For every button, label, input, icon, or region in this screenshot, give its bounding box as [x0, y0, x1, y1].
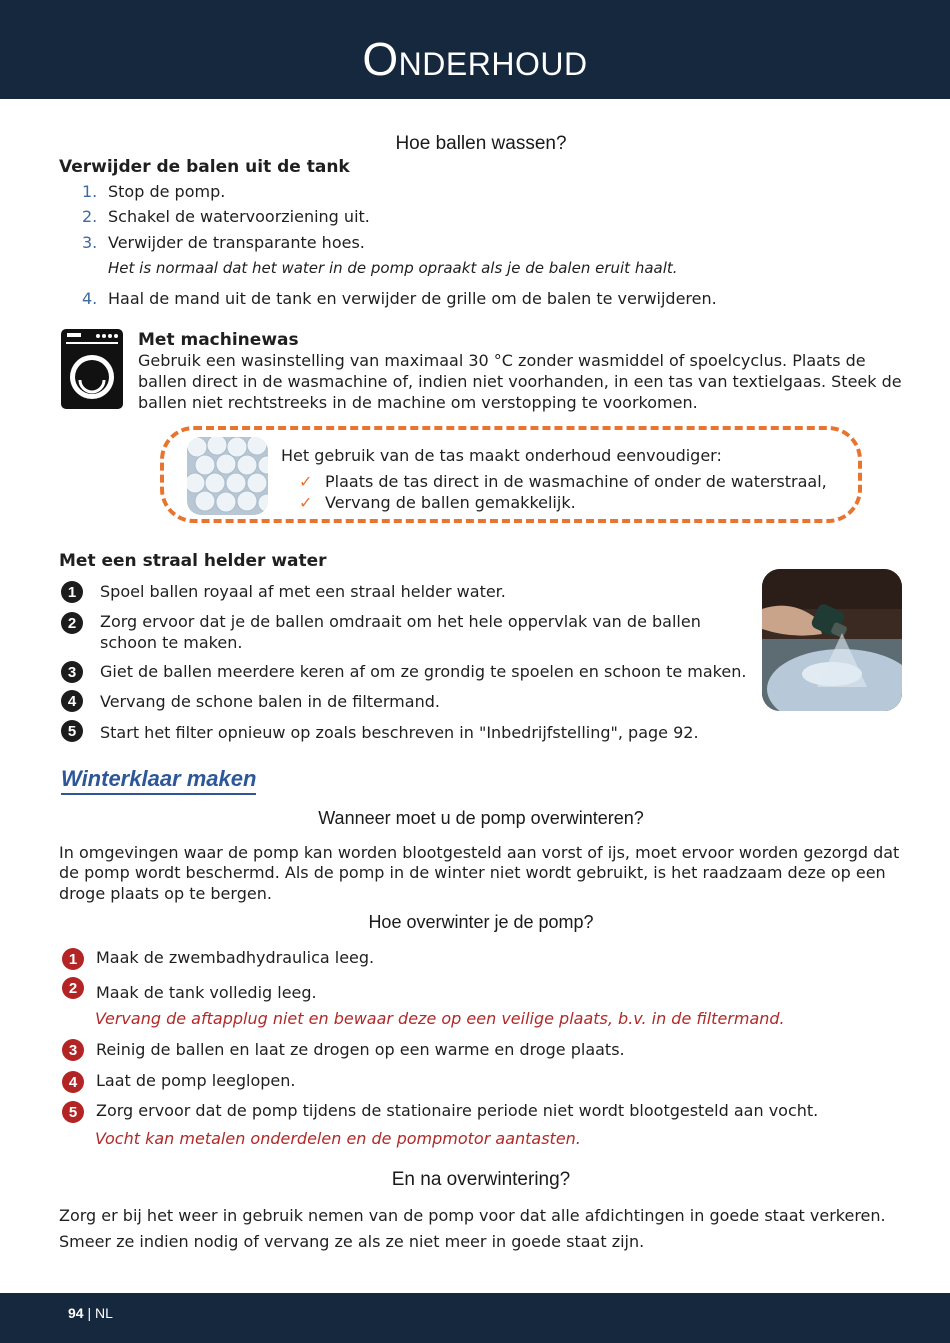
- step-note: Het is normaal dat het water in de pomp opraakt als je de balen eruit haalt.: [108, 259, 678, 277]
- winter-step: Zorg ervoor dat de pomp tijdens de stationaire periode niet wordt blootgesteld aan vocht.: [96, 1101, 819, 1120]
- step-number: 3: [61, 661, 83, 683]
- check-icon: ✓: [299, 493, 313, 512]
- rinse-step: Zorg ervoor dat je de ballen omdraait om het hele oppervlak van de ballen: [100, 612, 701, 631]
- when-text-line: de pomp wordt beschermd. Als de pomp in de winter niet wordt gebruikt, is het raadzaam deze op een: [59, 863, 886, 882]
- winter-note: Vervang de aftapplug niet en bewaar deze op een veilige plaats, b.v. in de filtermand.: [95, 1009, 785, 1028]
- when-heading: Wanneer moet u de pomp overwinteren?: [318, 808, 644, 828]
- winter-step: Reinig de ballen en laat ze drogen op een warme en droge plaats.: [96, 1040, 625, 1059]
- page-footer: [0, 1293, 950, 1343]
- rinse-photo: [762, 569, 902, 711]
- step-number: 4: [61, 690, 83, 712]
- step-number: 5: [61, 720, 83, 742]
- list-item: 1. Stop de pomp.: [82, 182, 226, 201]
- list-item: 4. Haal de mand uit de tank en verwijder de grille om de balen te verwijderen.: [82, 289, 717, 308]
- rinse-step: schoon te maken.: [100, 633, 243, 652]
- step-number: 1: [61, 581, 83, 603]
- section-title: Winterklaar maken: [61, 766, 256, 795]
- rinse-step: Spoel ballen royaal af met een straal helder water.: [100, 582, 506, 601]
- tip-intro: Het gebruik van de tas maakt onderhoud eenvoudiger:: [281, 446, 722, 465]
- list-item: 2. Schakel de watervoorziening uit.: [82, 207, 370, 226]
- step-number: 5: [62, 1101, 84, 1123]
- winter-step: Maak de tank volledig leeg.: [96, 983, 317, 1002]
- after-text-line: Smeer ze indien nodig of vervang ze als ze niet meer in goede staat zijn.: [59, 1232, 645, 1251]
- winter-step: Maak de zwembadhydraulica leeg.: [96, 948, 375, 967]
- check-icon: ✓: [299, 472, 313, 491]
- wash-heading: Hoe ballen wassen?: [395, 133, 567, 154]
- how-heading: Hoe overwinter je de pomp?: [368, 912, 594, 932]
- washing-machine-icon: [60, 328, 124, 410]
- when-text-line: droge plaats op te bergen.: [59, 884, 272, 903]
- step-number: 1: [62, 948, 84, 970]
- tip-item: ✓ Plaats de tas direct in de wasmachine of onder de waterstraal,: [299, 472, 827, 491]
- when-text-line: In omgevingen waar de pomp kan worden blootgesteld aan vorst of ijs, moet ervoor worden gezorgd dat: [59, 843, 900, 862]
- winter-step: Laat de pomp leeglopen.: [96, 1071, 296, 1090]
- rinse-title: Met een straal helder water: [59, 551, 327, 571]
- machine-text-line: Gebruik een wasinstelling van maximaal 30 °C zonder wasmiddel of spoelcyclus. Plaats de: [138, 351, 866, 370]
- remove-heading: Verwijder de balen uit de tank: [59, 157, 350, 177]
- after-text-line: Zorg er bij het weer in gebruik nemen van de pomp voor dat alle afdichtingen in goede staat verkeren.: [59, 1206, 886, 1225]
- rinse-step: Start het filter opnieuw op zoals beschreven in "Inbedrijfstelling", page 92.: [100, 723, 699, 742]
- page-title: Onderhoud: [362, 32, 588, 85]
- rinse-step: Giet de ballen meerdere keren af om ze grondig te spoelen en schoon te maken.: [100, 662, 747, 681]
- step-number: 2: [62, 977, 84, 999]
- page-number: 94 | NL: [68, 1305, 113, 1321]
- machine-text-line: ballen direct in de wasmachine of, indien niet voorhanden, in een tas van textielgaas. Steek de: [138, 372, 902, 391]
- page-header: [0, 0, 950, 99]
- list-item: 3. Verwijder de transparante hoes.: [82, 233, 365, 252]
- machine-text-line: ballen niet rechtstreeks in de machine om verstopping te voorkomen.: [138, 393, 698, 412]
- after-heading: En na overwintering?: [391, 1169, 571, 1190]
- rinse-step: Vervang de schone balen in de filtermand.: [100, 692, 440, 711]
- machine-title: Met machinewas: [138, 330, 299, 350]
- step-number: 2: [61, 612, 83, 634]
- step-number: 4: [62, 1071, 84, 1093]
- winter-note: Vocht kan metalen onderdelen en de pompmotor aantasten.: [95, 1129, 581, 1148]
- step-number: 3: [62, 1039, 84, 1061]
- tip-item: ✓ Vervang de ballen gemakkelijk.: [299, 493, 576, 512]
- filter-balls-image: [187, 437, 268, 515]
